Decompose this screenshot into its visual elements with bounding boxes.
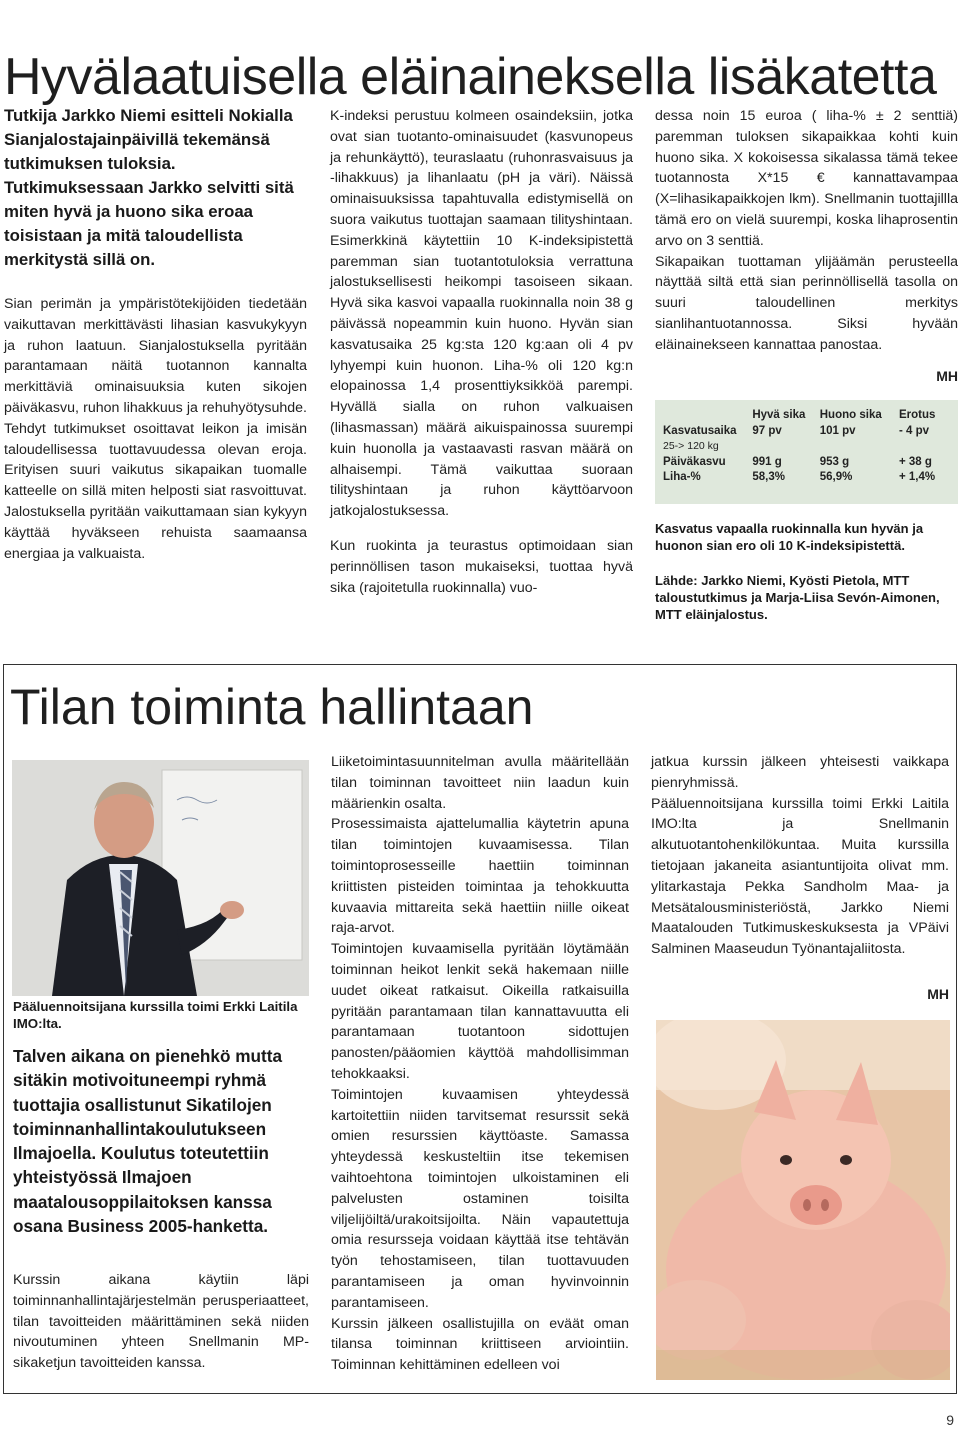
table-header-cell: Huono sika: [819, 409, 882, 421]
piglet-photo: [656, 1020, 950, 1380]
article2-col2-paragraph-5: Kurssin jälkeen osallistujilla on eväät oman tilansa toiminnan kriittiseen arviointiin. Toiminnan kehittäminen edelleen voi: [331, 1315, 629, 1374]
article1-col3-paragraph-1: dessa noin 15 euroa ( liha-% ± 2 senttiä) paremman tuloksen sikapaikkaa kohti kuin huono sika. X kokoisessa sikalassa tämä tekee tuotannosta X*15 € kannattavampaa (X=lihasikapaikkojen lkm). Snellmanin tuottajillla tämä ero on vielä suurempi, koska lihaprosentin arvo on 3 senttiä.: [655, 108, 958, 249]
table-cell-label: Liha-%: [663, 471, 701, 483]
table-row: [663, 470, 958, 486]
table-caption: Kasvatus vapaalla ruokinnalla kun hyvän ja huonon sian ero oli 10 K-indeksipistettä.: [655, 521, 924, 553]
article2-col3-paragraph-2: Pääluennoitsijana kurssilla toimi Erkki Laitila IMO:lta ja Snellmanin alkutuotantohenkilökuntaa. Muita kurssilla tietojaan jakaneita asiantuntijoita olivat mm. ylitarkastaja Pekka Sandholm Maa- ja Metsätalousministeriöstä, Jarkko Niemi Maatalouden Tutkimuskeskuksesta ja VPäivi Salminen Maaseudun Työnantajaliitosta.: [651, 795, 949, 958]
table-header-cell: Hyvä sika: [752, 409, 806, 421]
table-cell: 101 pv: [819, 424, 856, 437]
page-number: 9: [946, 1412, 954, 1428]
source-note: Lähde: Jarkko Niemi, Kyösti Pietola, MTT taloustutkimus ja Marja-Liisa Sevón-Aimonen, MTT eläinjalostus.: [655, 573, 940, 622]
article1-column-2: [330, 106, 633, 598]
article2-column-2: [331, 752, 629, 1376]
table-cell: 58,3%: [752, 471, 785, 483]
article1-column-1: [4, 294, 307, 564]
table-row: [663, 439, 958, 455]
table-cell: [752, 439, 819, 455]
article1-col1-paragraph: Sian perimän ja ympäristötekijöiden tiedetään vaikuttavan merkittävästi lihasian kasvukykyyn ja ruhon laatuun. Sianjalostuksella pyritään parantamaan näitä tuotannon kannalta merkittäviä ominaisuuksia kuten sikojen päiväkasvu, ruhon lihakkuus ja rehuhyötysuhde. Tehdyt tutkimukset osoittavat leikon ja imisän taloudellisessa tuottavuudessa olevan eroja. Erityisen suuri vaikutus sikapaikan tuomalle katteelle on sillä miten helposti siat rasvoittuvat. Jalostuksella pyritään vaikuttamaan sian kykyyn käyttää hyväkseen rehuista saamaansa energiaa ja valkuaista.: [4, 296, 307, 562]
table-cell: - 4 pv: [899, 424, 930, 437]
article1-col2-paragraph-2: Kun ruokinta ja teurastus optimoidaan sian perinnöllisen tason mukaiseksi, tuottaa hyvä sika (rajoitetulla ruokinnalla) vuo-: [330, 537, 633, 596]
article2-lead: Talven aikana on pienehkö mutta sitäkin motivoituneempi ryhmä tuottajia osallistunut Sikatilojen toiminnanhallintakoulutukseen Ilmajoella. Koulutus toteutettiin yhteistyössä Ilmajoen maatalousoppilaitoksen kanssa osana Business 2005-hanketta.: [13, 1046, 283, 1237]
article2-col2-paragraph-1: Liiketoimintasuunnitelman avulla määritellään tilan toiminnan tavoitteet niin laadun kuin määrienkin osalta.: [331, 754, 629, 812]
lecturer-photo: [12, 760, 309, 996]
table-header-cell: Erotus: [899, 409, 936, 421]
table-cell: [820, 439, 899, 455]
article1-signature: MH: [936, 367, 958, 384]
comparison-table: [663, 408, 958, 486]
table-header-cell: [663, 408, 752, 424]
article1-headline: Hyvälaatuisella eläinaineksella lisäkatetta: [4, 47, 937, 106]
table-row: [663, 455, 958, 471]
article2-col2-paragraph-2: Prosessimaista ajattelumallia käytetrin apuna tilan toimintojen kuvaamisessa. Tilan toimintoprosesseille haettiin toiminnan kriittisten pisteiden toimintaa ja tehokkuutta kuvaavia mittareita sekä haettiin niille oikeat raja-arvot.: [331, 816, 629, 937]
piglet-illustration: [656, 1020, 950, 1380]
table-cell: 991 g: [752, 455, 782, 468]
article2-col2-paragraph-4: Toimintojen kuvaamisen yhteydessä kartoitettiin niiden tarvitsemat resurssit sekä omien resurssien käyttöaste. Samassa yhteydessä keskusteltiin itse tekemisen vaihtoehtona toimintojen ulkoistaminen eli palvelusten ostaminen toisilta viljelijöiltä/urakoitsijoilta. Näin vapautettuja omia resursseja voidaan käyttää itse tehtävän työn tehostamiseen, tilan tuottavuuden parantamiseen ja oman hyvinvoinnin parantamiseen.: [331, 1086, 629, 1311]
article2-col1-paragraph: Kurssin aikana käytiin läpi toiminnanhallintajärjestelmän perusperiaatteet, tilan tavoitteiden määrittäminen sekä niiden nivoutuminen yhteen Snellmanin MP-sikaketjun tavoitteiden kanssa.: [13, 1272, 309, 1372]
comparison-table-box: [655, 400, 958, 504]
table-header-row: [663, 408, 958, 424]
table-cell-label: Kasvatusaika: [663, 424, 737, 437]
table-row: [663, 424, 958, 440]
article1-col2-paragraph-1: K-indeksi perustuu kolmeen osaindeksiin, jotka ovat sian tuotanto-ominaisuudet (kasvunopeus ja rehunkäyttö), teuraslaatu (ruhonrasvaisuus ja -lihakkuus) ja lihanlaatu (pH ja väri). Näissä ominaisuuksissa tapahtuvalla edistymisellä on suora vaikutus tuottajan saamaan tilityshintaan. Esimerkkinä käytettiin 10 K-indeksipistettä paremman sian tuotantotuloksia verrattuna jalostuksellisesti heikompi tasoiseen sikaan. Hyvä sika kasvoi vapaalla ruokinnalla noin 38 g päivässä nopeammin kuin huono. Hyvän sian kasvatusaika 25 kg:sta 120 kg:aan oli 4 pv lyhyempi kuin huonon. Liha-% oli 120 kg:n elopainossa 1,4 prosenttiyksikköä parempi. Hyvällä sialla on ruhon valkuaisen (lihasmassan) määrä aikuispainossa suurempi kuin huonolla ja vastaavasti rasvan määrä on alhaisempi. Tämä vaikuttaa suoraan tilityshintaan ja ruhon käyttöarvoon jatkojalostuksessa.: [330, 108, 633, 520]
article1-lead: Tutkija Jarkko Niemi esitteli Nokialla Sianjalostajainpäivillä tekemänsä tutkimuksen tuloksia. Tutkimuksessaan Jarkko selvitti sitä miten hyvä ja huono sika eroaa toisistaan ja mitä taloudellista merkitystä sillä on.: [4, 106, 294, 269]
article2-column-1: [13, 1270, 309, 1374]
article2-col3-paragraph-1: jatkua kurssin jälkeen yhteisesti vaikkapa pienryhmissä.: [651, 754, 949, 791]
table-cell: [899, 439, 958, 455]
table-cell-label: 25-> 120 kg: [663, 440, 719, 452]
article2-signature: MH: [927, 985, 949, 1002]
table-cell: 97 pv: [752, 424, 782, 437]
article2-headline: Tilan toiminta hallintaan: [10, 679, 534, 735]
table-cell: + 38 g: [899, 455, 932, 468]
article1-column-3: [655, 106, 958, 386]
lecturer-photo-caption: Pääluennoitsijana kurssilla toimi Erkki Laitila IMO:lta.: [13, 999, 298, 1031]
table-cell: 953 g: [819, 455, 850, 468]
table-cell: + 1,4%: [899, 471, 936, 483]
article2-column-3: [651, 752, 949, 1005]
table-cell-label: Päiväkasvu: [663, 455, 726, 468]
article2-col2-paragraph-3: Toimintojen kuvaamisella pyritään löytämään toiminnan heikot lenkit sekä hakemaan niille uudet oikeat ratkaisut. Oikeilla ratkaisuilla pyritään parantamaan tilan kannattavuutta eli parantamaan tuotantoon sidottujen panosten/pääomien käyttöä mahdollisimman tehokkaaksi.: [331, 941, 629, 1082]
article1-col3-paragraph-2: Sikapaikan tuottaman ylijäämän perusteella näyttää siltä että sian perinnöllisellä tasolla on suuri taloudellinen merkitys sianlihantuotannossa. Siksi hyvään eläinainekseen kannattaa panostaa.: [655, 253, 958, 353]
table-cell: 56,9%: [819, 471, 853, 483]
lecturer-illustration: [12, 760, 309, 996]
